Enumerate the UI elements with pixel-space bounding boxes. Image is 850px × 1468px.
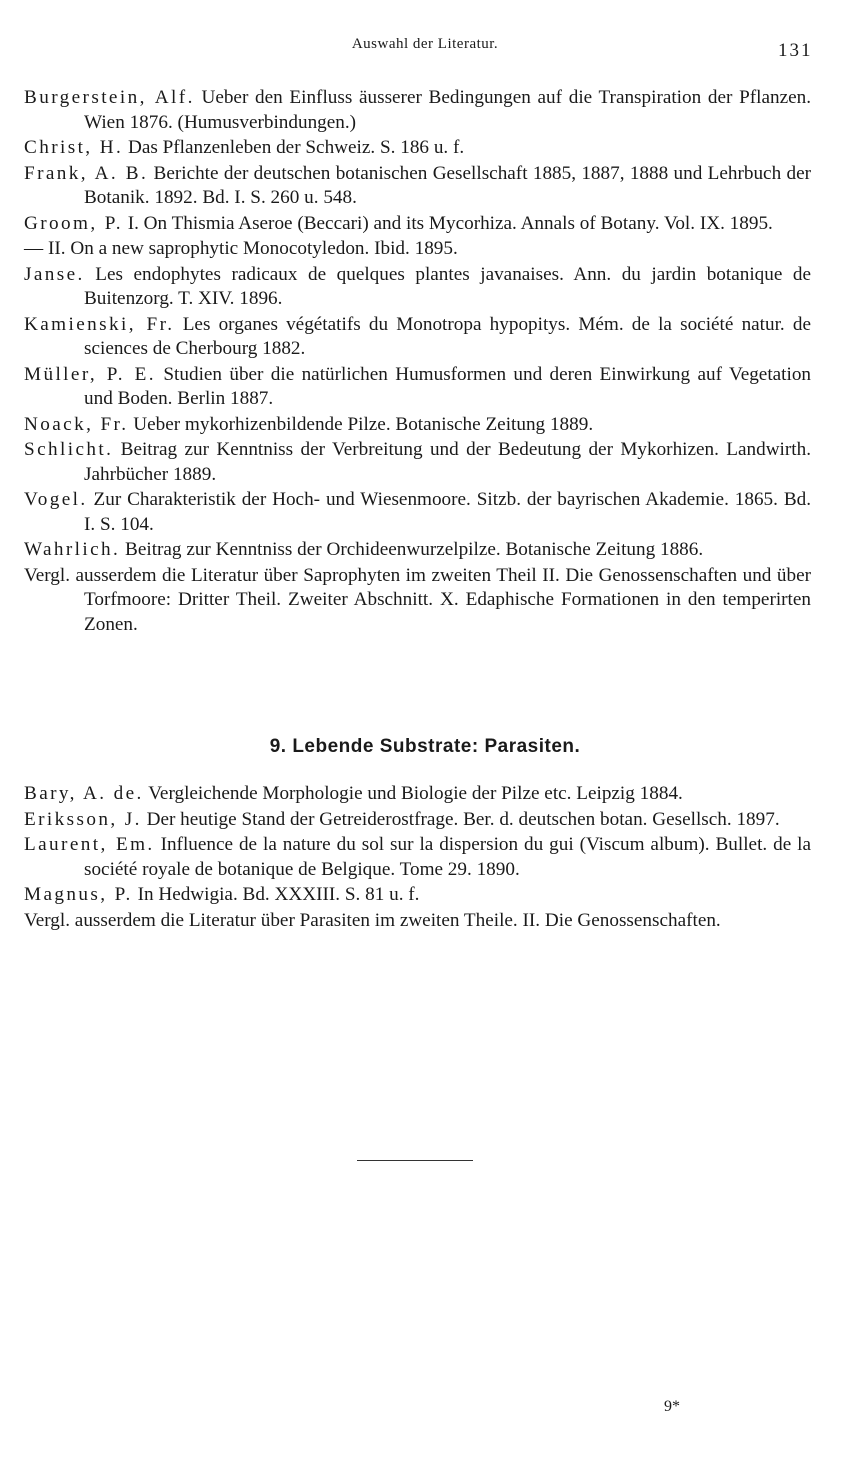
- section-heading: 9. Lebende Substrate: Parasiten.: [269, 736, 581, 757]
- bib-entry: [24, 413, 811, 438]
- bib-text: Ueber den Einfluss äusserer Bedingungen auf die Transpiration der Pflanzen. Wien 1876. (Humusverbindungen.): [84, 87, 811, 133]
- bib-text: Der heutige Stand der Getreiderostfrage. Ber. d. deutschen botan. Gesellsch. 1897.: [146, 808, 780, 830]
- running-title: Auswahl der Literatur.: [351, 36, 499, 52]
- bib-author: Schlicht.: [24, 439, 114, 460]
- bibliography-list-1: [24, 86, 811, 638]
- divider-rule: [357, 1160, 473, 1161]
- bib-author: Noack, Fr.: [24, 413, 129, 435]
- signature-mark: 9*: [664, 1398, 680, 1415]
- bib-text: Beitrag zur Kenntniss der Orchideenwurzelpilze. Botanische Zeitung 1886.: [125, 539, 704, 560]
- bib-author: Kamienski, Fr.: [24, 313, 175, 335]
- bib-author: Magnus, P.: [24, 884, 133, 905]
- bib-author: Christ, H.: [24, 137, 124, 158]
- bib-author: Eriksson, J.: [24, 808, 142, 830]
- bib-author: Janse.: [24, 263, 85, 285]
- bib-entry: [24, 488, 811, 537]
- bib-note: [24, 909, 811, 934]
- bib-author: Müller, P. E.: [24, 363, 157, 385]
- bib-entry: [24, 212, 811, 237]
- bib-text: — II. On a new saprophytic Monocotyledon. Ibid. 1895.: [24, 238, 458, 259]
- bib-author: Laurent, Em.: [24, 834, 155, 855]
- bib-author: Frank, A. B.: [24, 162, 149, 184]
- bib-text: Les endophytes radicaux de quelques plantes javanaises. Ann. du jardin botanique de Buitenzorg. T. XIV. 1896.: [84, 263, 811, 309]
- bib-entry: [24, 438, 811, 487]
- bib-text: I. On Thismia Aseroe (Beccari) and its Mycorhiza. Annals of Botany. Vol. IX. 1895.: [127, 212, 773, 234]
- bib-entry: [24, 833, 811, 882]
- bib-author: Vogel.: [24, 489, 88, 510]
- page-number: 131: [778, 40, 813, 61]
- bib-author: Burgerstein, Alf.: [24, 87, 195, 108]
- bib-entry: [24, 363, 811, 412]
- bib-entry: [24, 162, 811, 211]
- bibliography-list-2: [24, 782, 811, 934]
- bib-entry: [24, 782, 811, 807]
- bib-text: Berichte der deutschen botanischen Gesellschaft 1885, 1887, 1888 und Lehrbuch der Botanik. 1892. Bd. I. S. 260 u. 548.: [84, 162, 811, 208]
- bib-author: Wahrlich.: [24, 539, 121, 560]
- bib-author: Bary, A. de.: [24, 783, 144, 804]
- bib-text: Studien über die natürlichen Humusformen und deren Einwirkung auf Vegetation und Boden. Berlin 1887.: [84, 363, 812, 409]
- bib-entry: [24, 237, 811, 262]
- bib-entry: [24, 136, 811, 161]
- bib-entry: [24, 313, 811, 362]
- bib-entry: [24, 538, 811, 563]
- bib-text: Ueber mykorhizenbildende Pilze. Botanische Zeitung 1889.: [133, 413, 594, 435]
- bib-entry: [24, 263, 811, 312]
- bib-text: In Hedwigia. Bd. XXXIII. S. 81 u. f.: [137, 884, 420, 905]
- bib-entry: [24, 86, 811, 135]
- bib-note: [24, 564, 811, 638]
- bib-text: Vergl. ausserdem die Literatur über Saprophyten im zweiten Theil II. Die Genossenschaften und über Torfmoore: Dritter Theil. Zweiter Abschnitt. X. Edaphische Formationen in den temperirten Zonen.: [24, 564, 811, 635]
- bib-text: Vergl. ausserdem die Literatur über Parasiten im zweiten Theile. II. Die Genossenschaften.: [24, 909, 721, 931]
- bib-text: Zur Charakteristik der Hoch- und Wiesenmoore. Sitzb. der bayrischen Akademie. 1865. Bd. I. S. 104.: [84, 489, 812, 535]
- bib-author: Groom, P.: [24, 212, 123, 234]
- bib-text: Das Pflanzenleben der Schweiz. S. 186 u. f.: [127, 137, 465, 158]
- bib-entry: [24, 808, 811, 833]
- bib-text: Les organes végétatifs du Monotropa hypopitys. Mém. de la société natur. de sciences de Cherbourg 1882.: [84, 313, 812, 359]
- bib-text: Beitrag zur Kenntniss der Verbreitung und der Bedeutung der Mykorhizen. Landwirth. Jahrbücher 1889.: [84, 439, 812, 485]
- bib-text: Influence de la nature du sol sur la dispersion du gui (Viscum album). Bullet. de la société royale de botanique de Belgique. Tome 29. 1890.: [84, 834, 812, 880]
- bib-text: Vergleichende Morphologie und Biologie der Pilze etc. Leipzig 1884.: [148, 783, 683, 804]
- bib-entry: [24, 883, 811, 908]
